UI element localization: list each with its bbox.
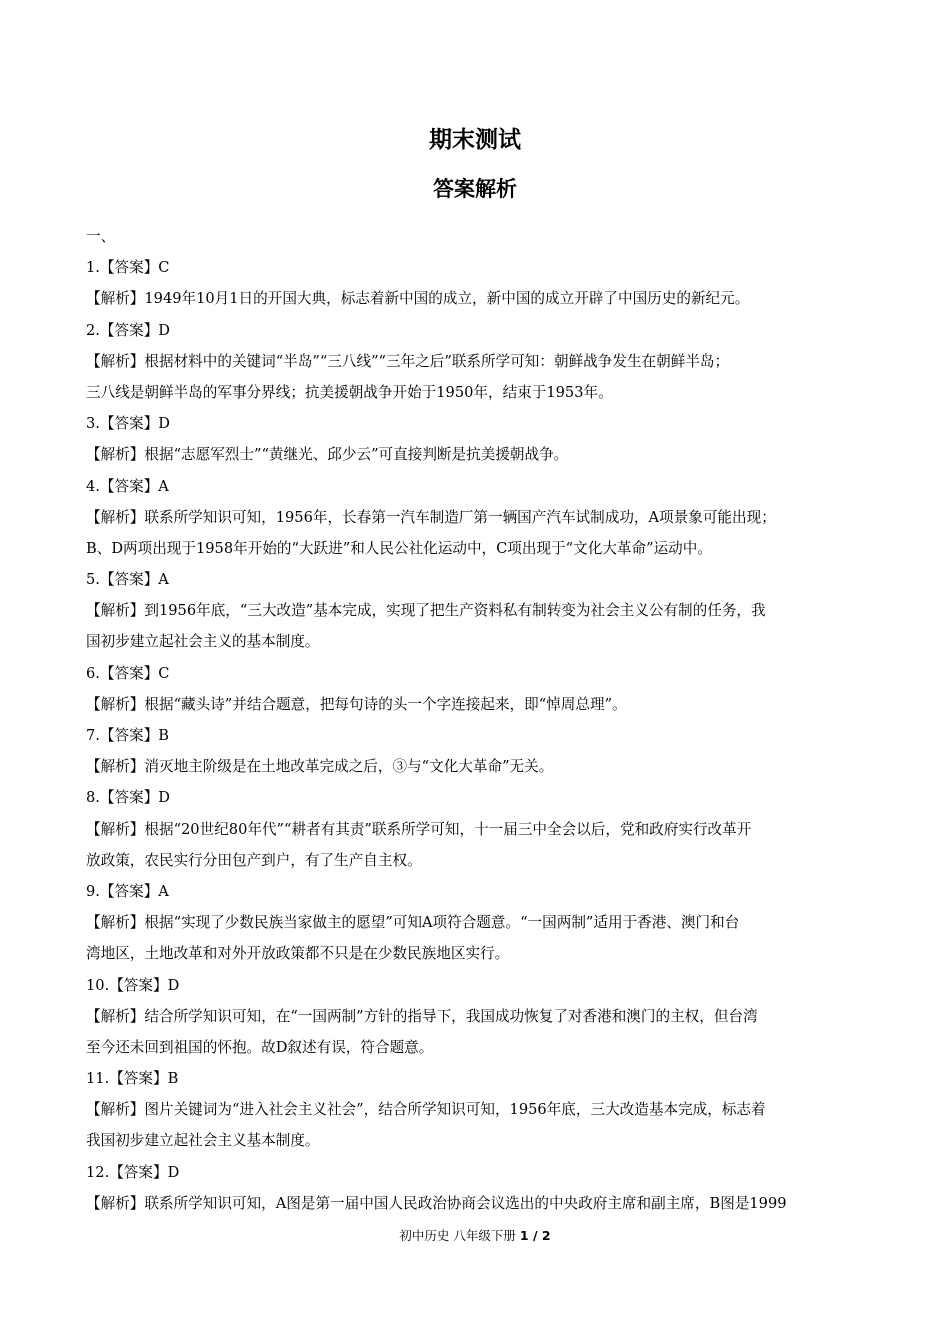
text-line: 【解析】联系所学知识可知，A图是第一届中国人民政治协商会议选出的中央政府主席和副主席，B图是1999 <box>86 1194 787 1212</box>
text-line: 2.【答案】D <box>86 321 170 339</box>
text-line: 至今还未回到祖国的怀抱。故D叙述有误，符合题意。 <box>86 1038 434 1056</box>
text-line: 我国初步建立起社会主义基本制度。 <box>86 1132 320 1150</box>
page-subtitle: 答案解析 <box>433 177 517 201</box>
text-line: 【解析】图片关键词为“进入社会主义社会”，结合所学知识可知，1956年底，三大改造基本完成，标志着 <box>86 1101 766 1119</box>
text-line: 6.【答案】C <box>86 664 170 682</box>
text-line: 【解析】根据“藏头诗”并结合题意，把每句诗的头一个字连接起来，即“悼周总理”。 <box>86 695 627 713</box>
text-line: 11.【答案】B <box>86 1070 179 1088</box>
page-title: 期末测试 <box>429 127 521 153</box>
text-line: 8.【答案】D <box>86 789 170 807</box>
text-line: 12.【答案】D <box>86 1163 180 1181</box>
answer-content <box>86 221 866 1219</box>
text-line: 4.【答案】A <box>86 477 169 495</box>
page-number: 1 / 2 <box>519 1228 551 1243</box>
text-line: 9.【答案】A <box>86 882 169 900</box>
text-line: 【解析】消灭地主阶级是在土地改革完成之后，③与“文化大革命”无关。 <box>86 758 554 776</box>
text-line: 【解析】到1956年底，“三大改造”基本完成，实现了把生产资料私有制转变为社会主义公有制的任务，我 <box>86 602 766 620</box>
text-line: 【解析】结合所学知识可知，在“一国两制”方针的指导下，我国成功恢复了对香港和澳门的主权，但台湾 <box>86 1007 758 1025</box>
text-line: 【解析】根据“实现了少数民族当家做主的愿望”可知A项符合题意。“一国两制”适用于香港、澳门和台 <box>86 914 740 932</box>
text-line: 3.【答案】D <box>86 415 170 433</box>
text-line: 【解析】联系所学知识可知，1956年，长春第一汽车制造厂第一辆国产汽车试制成功，A项景象可能出现； <box>86 508 776 526</box>
text-line: 5.【答案】A <box>86 571 169 589</box>
text-line: 湾地区，土地改革和对外开放政策都不只是在少数民族地区实行。 <box>86 945 510 963</box>
text-line: B、D两项出现于1958年开始的“大跃进”和人民公社化运动中，C项出现于“文化大革命”运动中。 <box>86 539 712 557</box>
text-line: 【解析】根据“志愿军烈士”“黄继光、邱少云”可直接判断是抗美援朝战争。 <box>86 446 569 464</box>
text-line: 1.【答案】C <box>86 259 170 277</box>
section-heading: 一、 <box>86 228 116 245</box>
page-footer <box>0 1226 950 1246</box>
answer-lines <box>86 252 866 1219</box>
text-line: 10.【答案】D <box>86 976 180 994</box>
text-line: 【解析】1949年10月1日的开国大典，标志着新中国的成立，新中国的成立开辟了中国历史的新纪元。 <box>86 290 750 308</box>
text-line: 【解析】根据材料中的关键词“半岛”“三八线”“三年之后”联系所学可知：朝鲜战争发生在朝鲜半岛； <box>86 352 730 370</box>
text-line: 三八线是朝鲜半岛的军事分界线；抗美援朝战争开始于1950年，结束于1953年。 <box>86 383 613 401</box>
text-line: 放政策，农民实行分田包产到户，有了生产自主权。 <box>86 851 422 869</box>
text-line: 国初步建立起社会主义的基本制度。 <box>86 633 320 651</box>
footer-text: 初中历史 八年级下册 <box>399 1228 516 1243</box>
text-line: 【解析】根据“20世纪80年代”“耕者有其责”联系所学可知，十一届三中全会以后，党和政府实行改革开 <box>86 820 752 838</box>
text-line: 7.【答案】B <box>86 727 170 744</box>
